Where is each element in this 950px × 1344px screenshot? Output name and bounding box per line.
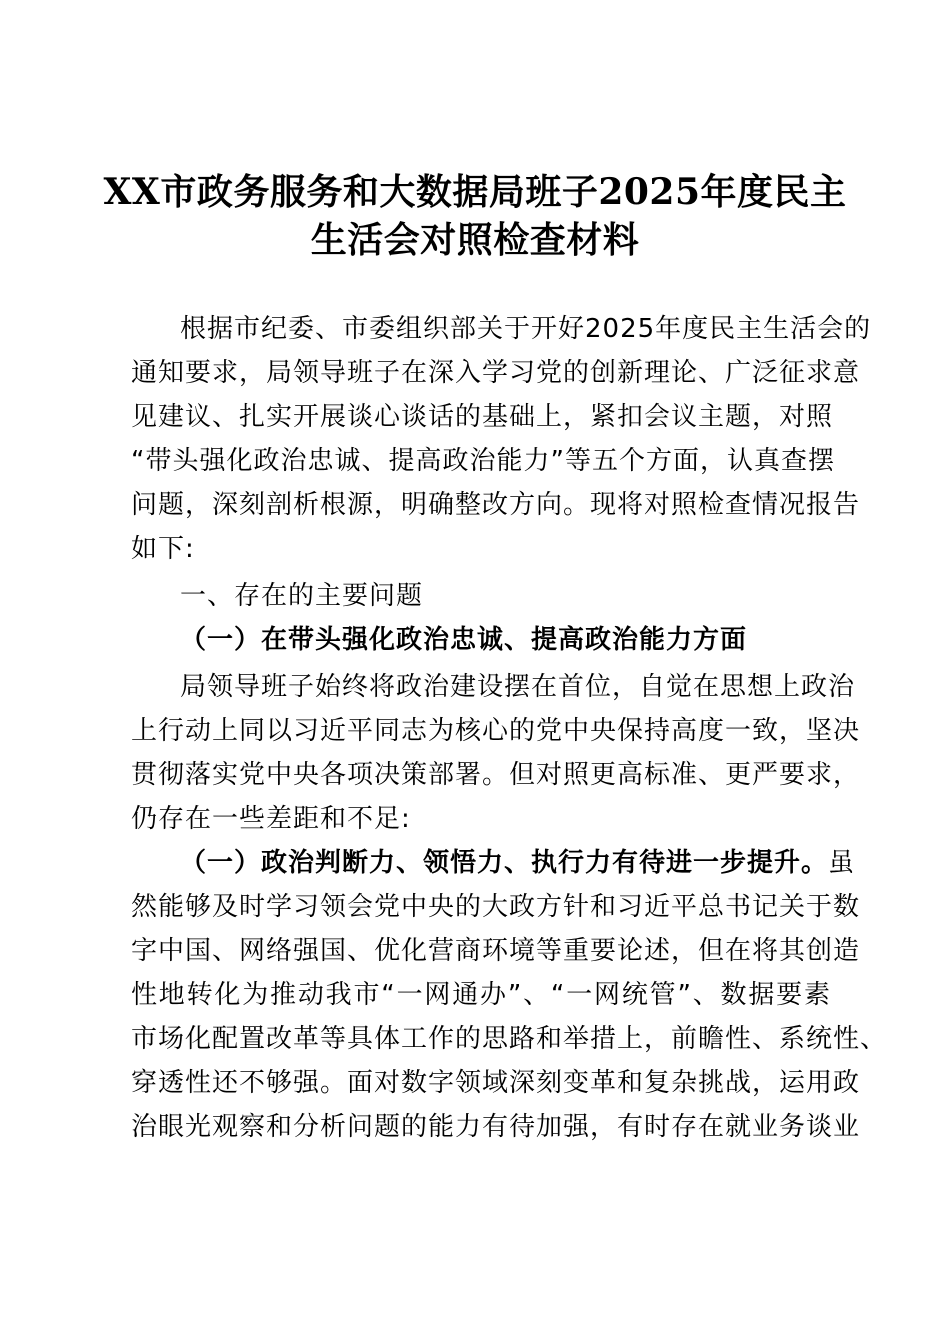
paragraph-line: 贯彻落实党中央各项决策部署。但对照更高标准、更严要求， [131, 760, 861, 790]
section-heading: 一、存在的主要问题 [180, 581, 424, 611]
paragraph-line: 问题，深刻剖析根源，明确整改方向。现将对照检查情况报告 [131, 490, 861, 520]
paragraph-line: 局领导班子始终将政治建设摆在首位，自觉在思想上政治 [180, 672, 856, 702]
document-title [0, 168, 950, 264]
title-line-1: XX市政务服务和大数据局班子2025年度民主 [103, 171, 847, 213]
paragraph-line: 根据市纪委、市委组织部关于开好2025年度民主生活会的 [180, 314, 872, 344]
point-bold-heading: （一）政治判断力、领悟力、执行力有待进一步提升。 [180, 848, 829, 878]
paragraph-line: 治眼光观察和分析问题的能力有待加强，有时存在就业务谈业 [131, 1112, 861, 1142]
subsection-heading: （一）在带头强化政治忠诚、提高政治能力方面 [180, 625, 748, 655]
point-lead-line [180, 847, 856, 879]
paragraph-line: 市场化配置改革等具体工作的思路和举措上，前瞻性、系统性、 [131, 1024, 888, 1054]
paragraph-line: 字中国、网络强国、优化营商环境等重要论述，但在将其创造 [131, 936, 861, 966]
paragraph-line: 然能够及时学习领会党中央的大政方针和习近平总书记关于数 [131, 892, 861, 922]
paragraph-line: 性地转化为推动我市“一网通办”、“一网统管”、数据要素 [131, 980, 831, 1010]
paragraph-line: 仍存在一些差距和不足: [131, 804, 411, 834]
paragraph-line: 上行动上同以习近平同志为核心的党中央保持高度一致，坚决 [131, 716, 861, 746]
title-line-2: 生活会对照检查材料 [310, 219, 640, 261]
point-lead-text: 虽 [828, 848, 856, 878]
paragraph-line: 见建议、扎实开展谈心谈话的基础上，紧扣会议主题，对照 [131, 402, 834, 432]
paragraph-line: 通知要求，局领导班子在深入学习党的创新理论、广泛征求意 [131, 358, 861, 388]
paragraph-line: “带头强化政治忠诚、提高政治能力”等五个方面，认真查摆 [131, 446, 835, 476]
paragraph-line: 如下: [131, 534, 195, 564]
paragraph-line: 穿透性还不够强。面对数字领域深刻变革和复杂挑战，运用政 [131, 1068, 861, 1098]
